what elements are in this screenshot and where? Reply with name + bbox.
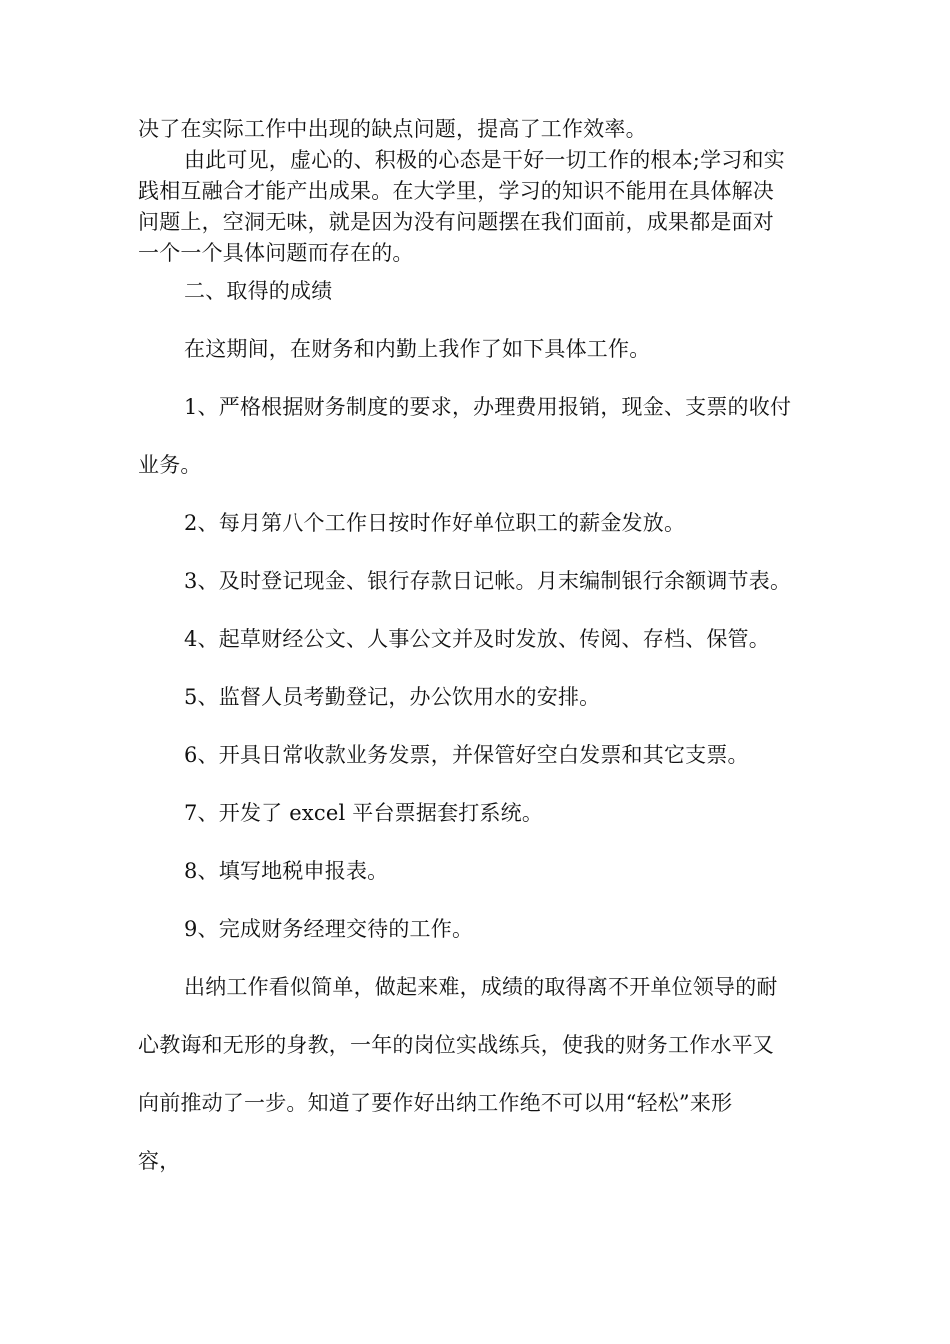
closing-line: 出纳工作看似简单，做起来难，成绩的取得离不开单位领导的耐	[184, 975, 778, 999]
closing-line: 心教诲和无形的身教，一年的岗位实战练兵，使我的财务工作水平又	[138, 1033, 774, 1057]
list-item-continuation: 业务。	[138, 453, 202, 477]
list-item: 7、开发了 excel 平台票据套打系统。	[184, 801, 544, 825]
list-item: 9、完成财务经理交待的工作。	[184, 917, 474, 941]
list-item: 5、监督人员考勤登记，办公饮用水的安排。	[184, 685, 601, 709]
closing-line: 容，	[138, 1149, 181, 1173]
intro-line: 问题上，空洞无味，就是因为没有问题摆在我们面前，成果都是面对	[138, 210, 774, 234]
lead-sentence: 在这期间，在财务和内勤上我作了如下具体工作。	[184, 337, 651, 361]
list-item: 2、每月第八个工作日按时作好单位职工的薪金发放。	[184, 511, 686, 535]
intro-line: 由此可见，虚心的、积极的心态是干好一切工作的根本;学习和实	[184, 148, 785, 172]
list-item: 8、填写地税申报表。	[184, 859, 389, 883]
section-heading: 二、取得的成绩	[184, 279, 333, 303]
intro-line: 一个一个具体问题而存在的。	[138, 241, 414, 265]
intro-line: 践相互融合才能产出成果。在大学里，学习的知识不能用在具体解决	[138, 179, 774, 203]
intro-paragraph	[138, 114, 838, 269]
closing-line: 向前推动了一步。知道了要作好出纳工作绝不可以用“轻松”来形	[138, 1091, 733, 1115]
list-item: 4、起草财经公文、人事公文并及时发放、传阅、存档、保管。	[184, 627, 770, 651]
list-item: 1、严格根据财务制度的要求，办理费用报销，现金、支票的收付	[184, 395, 792, 419]
list-item: 6、开具日常收款业务发票，并保管好空白发票和其它支票。	[184, 743, 749, 767]
achievements-section	[138, 262, 838, 1190]
list-item: 3、及时登记现金、银行存款日记帐。月末编制银行余额调节表。	[184, 569, 792, 593]
intro-line: 决了在实际工作中出现的缺点问题，提高了工作效率。	[138, 117, 647, 141]
